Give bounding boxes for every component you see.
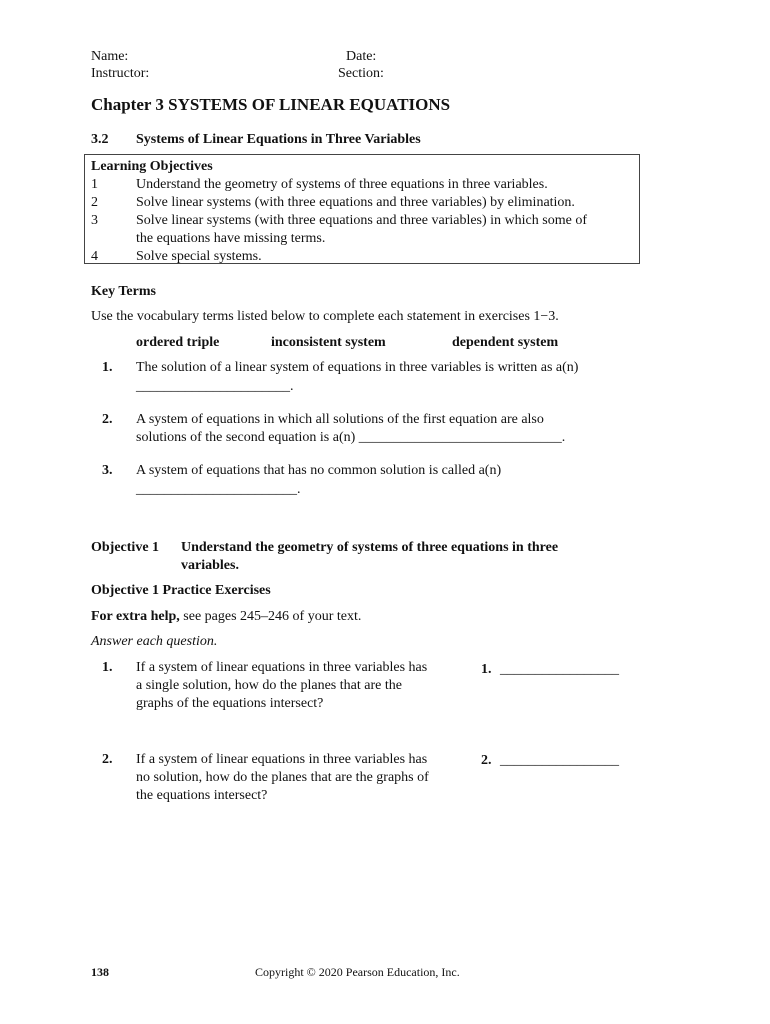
objective-number: 3 xyxy=(91,213,98,228)
answer-blank[interactable]: _________________ xyxy=(500,753,619,768)
exercise-text: graphs of the equations intersect? xyxy=(136,696,324,711)
objective-text: Solve linear systems (with three equations and three variables) by elimination. xyxy=(136,195,575,210)
key-terms-instruction: Use the vocabulary terms listed below to complete each statement in exercises 1−3. xyxy=(91,309,559,324)
section-number: 3.2 xyxy=(91,132,109,147)
objective-text: the equations have missing terms. xyxy=(136,231,326,246)
exercise-number: 1. xyxy=(102,660,113,675)
objective-text: Solve special systems. xyxy=(136,249,262,264)
exercise-text: If a system of linear equations in three variables has xyxy=(136,752,428,767)
exercise-text: the equations intersect? xyxy=(136,788,268,803)
learning-objectives-heading: Learning Objectives xyxy=(91,159,213,174)
extra-help-text: see pages 245–246 of your text. xyxy=(179,609,362,624)
section-label: Section: xyxy=(338,66,384,81)
key-term-item-text: A system of equations that has no common solution is called a(n) xyxy=(136,463,502,478)
practice-heading: Objective 1 Practice Exercises xyxy=(91,583,271,598)
page-number: 138 xyxy=(91,965,109,979)
key-term: ordered triple xyxy=(136,335,220,350)
key-term: dependent system xyxy=(452,335,559,350)
key-term-item-number: 3. xyxy=(102,463,113,478)
key-term-item-text: A system of equations in which all solutions of the first equation are also xyxy=(136,412,544,427)
objective-number: 4 xyxy=(91,249,98,264)
extra-help-bold: For extra help, xyxy=(91,609,180,624)
key-terms-heading: Key Terms xyxy=(91,284,156,299)
exercise-text: a single solution, how do the planes that are the xyxy=(136,678,402,693)
section-title: Systems of Linear Equations in Three Variables xyxy=(136,132,421,147)
objective-title: variables. xyxy=(181,558,239,573)
objective-label: Objective 1 xyxy=(91,540,160,555)
answer-number: 1. xyxy=(481,662,492,677)
key-term-item-blank[interactable]: ______________________. xyxy=(136,379,294,394)
extra-help-line xyxy=(91,608,361,626)
objective-number: 2 xyxy=(91,195,98,210)
key-term-item-text: The solution of a linear system of equations in three variables is written as a(n) xyxy=(136,360,579,375)
chapter-title: Chapter 3 SYSTEMS OF LINEAR EQUATIONS xyxy=(91,95,451,114)
exercise-number: 2. xyxy=(102,752,113,767)
answer-instruction: Answer each question. xyxy=(91,634,218,649)
objective-title: Understand the geometry of systems of three equations in three xyxy=(181,540,559,555)
key-term: inconsistent system xyxy=(271,335,386,350)
name-label: Name: xyxy=(91,49,129,64)
answer-blank[interactable]: _________________ xyxy=(500,662,619,677)
copyright-text: Copyright © 2020 Pearson Education, Inc. xyxy=(255,965,460,979)
key-term-item-blank[interactable]: _______________________. xyxy=(136,482,301,497)
objective-number: 1 xyxy=(91,177,98,192)
key-term-item-number: 2. xyxy=(102,412,113,427)
key-term-item-blank[interactable]: solutions of the second equation is a(n) _____________________________. xyxy=(136,430,566,445)
exercise-text: If a system of linear equations in three variables has xyxy=(136,660,428,675)
objective-text: Solve linear systems (with three equations and three variables) in which some of xyxy=(136,213,587,228)
key-term-item-number: 1. xyxy=(102,360,113,375)
exercise-text: no solution, how do the planes that are the graphs of xyxy=(136,770,429,785)
objective-text: Understand the geometry of systems of three equations in three variables. xyxy=(136,177,548,192)
date-label: Date: xyxy=(346,49,377,64)
instructor-label: Instructor: xyxy=(91,66,150,81)
answer-number: 2. xyxy=(481,753,492,768)
